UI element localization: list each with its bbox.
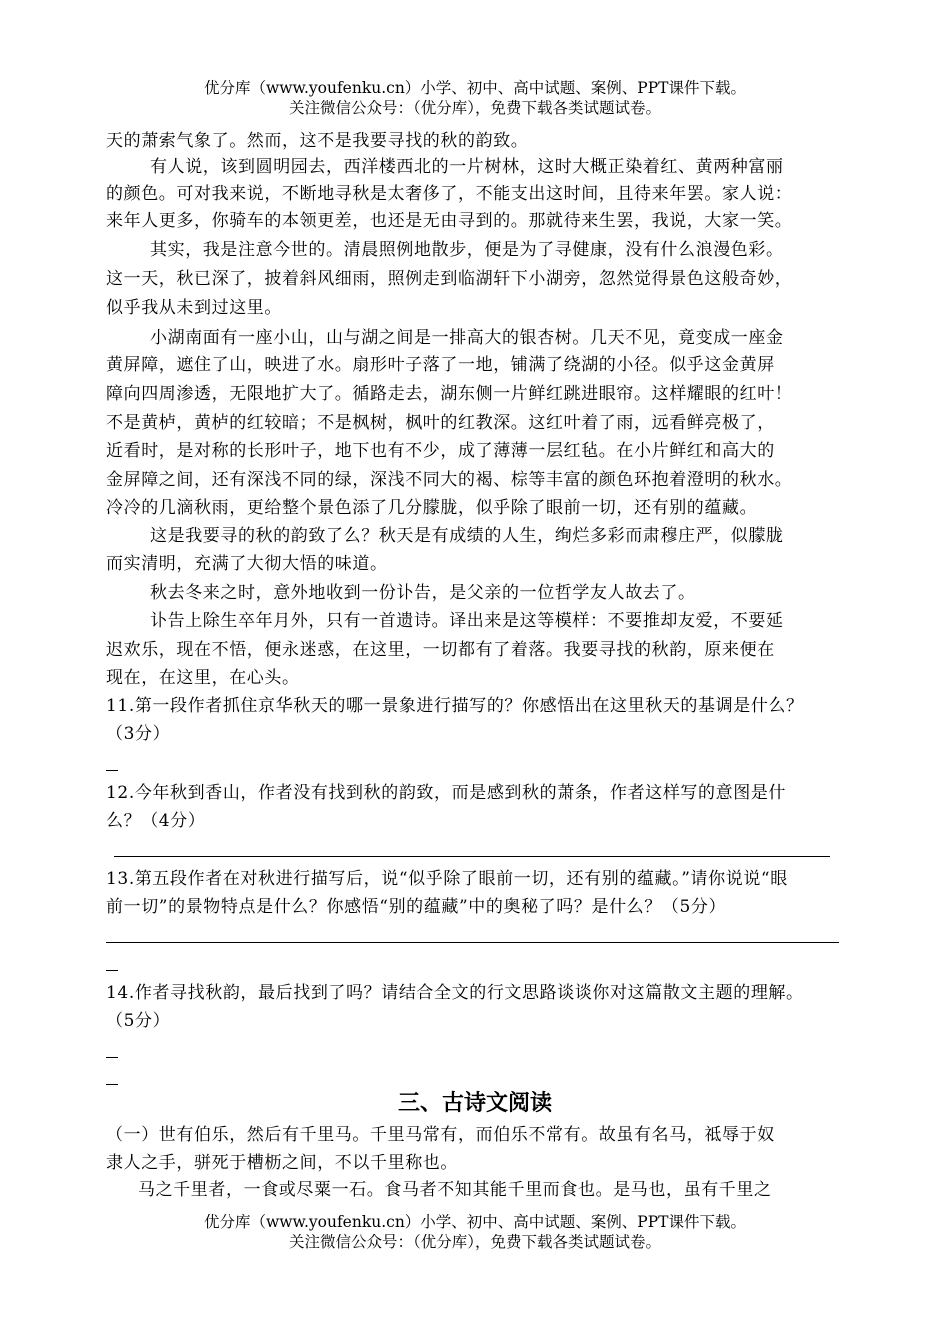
- classical-line: 马之千里者，一食或尽粟一石。食马者不知其能千里而食也。是马也，虽有千里之: [138, 1180, 772, 1200]
- passage-line: 秋去冬来之时，意外地收到一份讣告，是父亲的一位哲学友人故去了。: [150, 583, 696, 603]
- passage-line: 的颜色。可对我来说，不断地寻秋是太奢侈了，不能支出这时间，且待来年罢。家人说：: [106, 184, 793, 204]
- passage-line: 迟欢乐，现在不悟，便永迷惑，在这里，一切都有了着落。我要寻找的秋韵，原来便在: [106, 640, 775, 660]
- passage-line: 金屏障之间，还有深浅不同的绿，深浅不同大的褐、棕等丰富的颜色环抱着澄明的秋水。: [106, 470, 793, 490]
- answer-line: [114, 856, 830, 857]
- passage-line: 似乎我从未到过这里。: [106, 298, 282, 318]
- section-title: 三、古诗文阅读: [397, 1091, 552, 1116]
- passage-line: 而实清明，充满了大彻大悟的味道。: [106, 554, 388, 574]
- passage-line: 障向四周渗透，无限地扩大了。循路走去，湖东侧一片鲜红跳进眼帘。这样耀眼的红叶！: [106, 384, 793, 404]
- header-line-2: 关注微信公众号：（优分库），免费下载各类试题试卷。: [288, 99, 661, 117]
- passage-line: 黄屏障，遮住了山，映进了水。扇形叶子落了一地，铺满了绕湖的小径。似乎这金黄屏: [106, 355, 775, 375]
- page-footer: [0, 1212, 950, 1252]
- passage-line: 天的萧索气象了。然而，这不是我要寻找的秋的韵致。: [106, 131, 529, 151]
- answer-line: [106, 970, 118, 971]
- question-13: 13.第五段作者在对秋进行描写后，说“似乎除了眼前一切，还有别的蕴藏。”请你说说“眼: [106, 869, 788, 889]
- classical-line: （一）世有伯乐，然后有千里马。千里马常有，而伯乐不常有。故虽有名马，祗辱于奴: [106, 1125, 775, 1145]
- passage-line: 讣告上除生卒年月外，只有一首遗诗。译出来是这等模样：不要推却友爱，不要延: [150, 611, 784, 631]
- passage-line: 来年人更多，你骑车的本领更差，也还是无由寻到的。那就待来生罢，我说，大家一笑。: [106, 211, 793, 231]
- footer-line-1: 优分库（www.youfenku.cn）小学、初中、高中试题、案例、PPT课件下载。: [203, 1213, 747, 1231]
- passage-line: 其实，我是注意今世的。清晨照例地散步，便是为了寻健康，没有什么浪漫色彩。: [150, 240, 784, 260]
- passage-line: 有人说，该到圆明园去，西洋楼西北的一片树林，这时大概正染着红、黄两种富丽: [150, 157, 784, 177]
- passage-line: 小湖南面有一座小山，山与湖之间是一排高大的银杏树。几天不见，竟变成一座金: [150, 328, 784, 348]
- passage-line: 冷冷的几滴秋雨，更给整个景色添了几分朦胧，似乎除了眼前一切，还有别的蕴藏。: [106, 498, 758, 518]
- passage-line: 近看时，是对称的长形叶子，地下也有不少，成了薄薄一层红毡。在小片鲜红和高大的: [106, 441, 775, 461]
- question-11-score: （3分）: [106, 724, 171, 744]
- question-11: 11.第一段作者抓住京华秋天的哪一景象进行描写的？你感悟出在这里秋天的基调是什么？: [106, 696, 804, 716]
- passage-line: 这一天，秋已深了，披着斜风细雨，照例走到临湖轩下小湖旁，忽然觉得景色这般奇妙，: [106, 269, 793, 289]
- answer-line: [106, 1057, 118, 1058]
- question-13-text: 前一切”的景物特点是什么？你感悟“别的蕴藏”中的奥秘了吗？是什么？（5分）: [106, 897, 727, 917]
- question-14-score: （5分）: [106, 1011, 171, 1031]
- question-12: 12.今年秋到香山，作者没有找到秋的韵致，而是感到秋的萧条，作者这样写的意图是什: [106, 783, 787, 803]
- header-line-1: 优分库（www.youfenku.cn）小学、初中、高中试题、案例、PPT课件下载。: [203, 79, 747, 97]
- passage-line: 现在，在这里，在心头。: [106, 668, 300, 688]
- question-12-score: 么？（4分）: [106, 811, 206, 831]
- answer-line: [106, 1084, 118, 1085]
- passage-line: 不是黄栌，黄栌的红较暗；不是枫树，枫叶的红教深。这红叶着了雨，远看鲜亮极了，: [106, 413, 775, 433]
- question-14: 14.作者寻找秋韵，最后找到了吗？请结合全文的行文思路谈谈你对这篇散文主题的理解。: [106, 983, 804, 1003]
- answer-line: [106, 942, 839, 943]
- passage-line: 这是我要寻的秋的韵致了么？秋天是有成绩的人生，绚烂多彩而肃穆庄严，似朦胧: [150, 526, 784, 546]
- answer-line: [106, 770, 118, 771]
- page-header: [0, 78, 950, 118]
- classical-line: 隶人之手，骈死于槽枥之间，不以千里称也。: [106, 1153, 458, 1173]
- footer-line-2: 关注微信公众号：（优分库），免费下载各类试题试卷。: [288, 1233, 661, 1251]
